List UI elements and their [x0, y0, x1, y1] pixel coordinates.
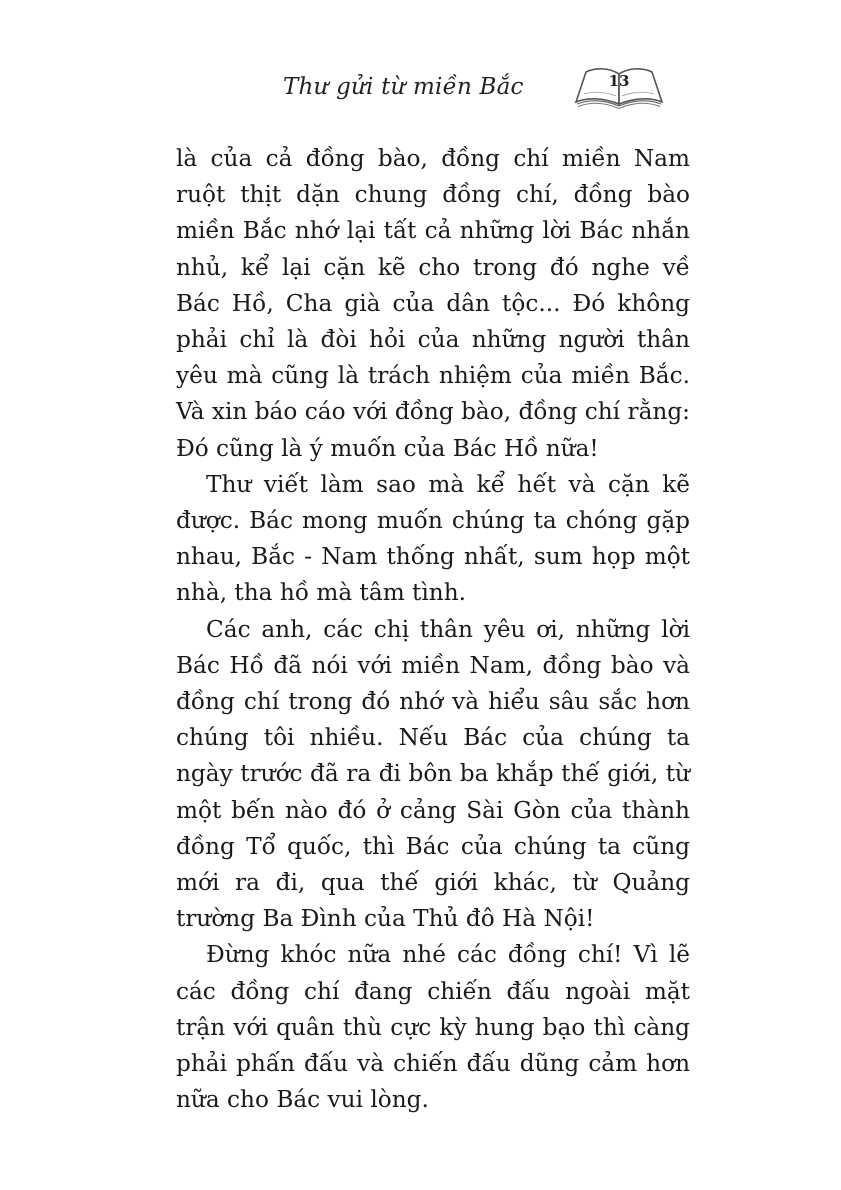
- paragraph-4: Đừng khóc nữa nhé các đồng chí! Vì lẽ các đồng chí đang chiến đấu ngoài mặt trận với quân thù cực kỳ hung bạo thì càng phải phấn đấu và chiến đấu dũng cảm hơn nữa cho Bác vui lòng.: [176, 941, 690, 1114]
- paragraph-2: Thư viết làm sao mà kể hết và cặn kẽ được. Bác mong muốn chúng ta chóng gặp nhau, Bắc - Nam thống nhất, sum họp một nhà, tha hồ mà tâm tình.: [176, 470, 690, 607]
- body-text: [176, 141, 690, 1118]
- running-title: Thư gửi từ miền Bắc: [283, 74, 524, 100]
- paragraph-3: Các anh, các chị thân yêu ơi, những lời Bác Hồ đã nói với miền Nam, đồng bào và đồng chí trong đó nhớ và hiểu sâu sắc hơn chúng tôi nhiều. Nếu Bác của chúng ta ngày trước đã ra đi bôn ba khắp thế giới, từ một bến nào đó ở cảng Sài Gòn của thành đồng Tổ quốc, thì Bác của chúng ta cũng mới ra đi, qua thế giới khác, từ Quảng trường Ba Đình của Thủ đô Hà Nội!: [176, 615, 690, 933]
- page-header: [250, 66, 670, 116]
- paragraph-1: là của cả đồng bào, đồng chí miền Nam ruột thịt dặn chung đồng chí, đồng bào miền Bắc nhớ lại tất cả những lời Bác nhắn nhủ, kể lại cặn kẽ cho trong đó nghe về Bác Hồ, Cha già của dân tộc... Đó không phải chỉ là đòi hỏi của những người thân yêu mà cũng là trách nhiệm của miền Bắc. Và xin báo cáo với đồng bào, đồng chí rằng: Đó cũng là ý muốn của Bác Hồ nữa!: [176, 145, 690, 462]
- page-number: 13: [608, 72, 630, 90]
